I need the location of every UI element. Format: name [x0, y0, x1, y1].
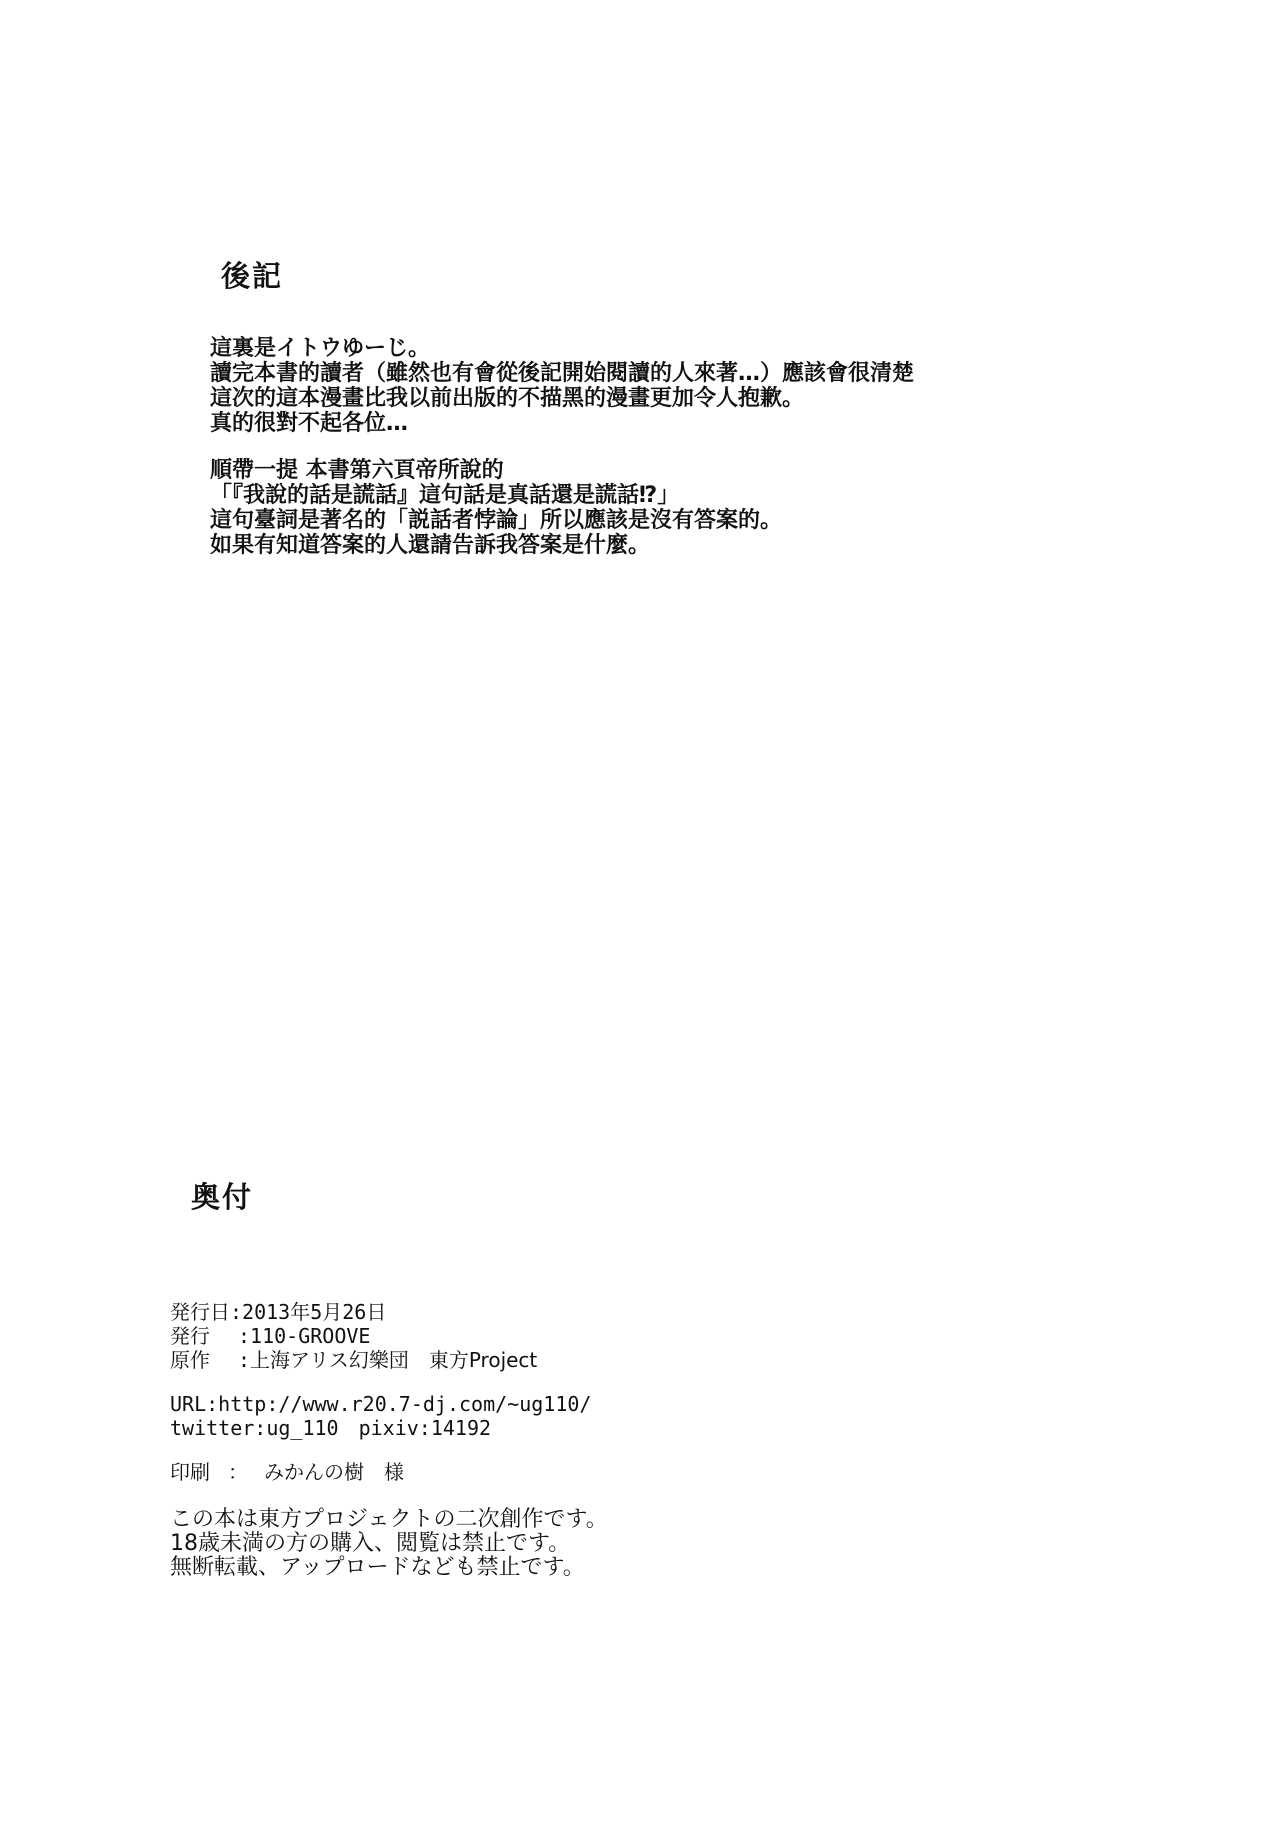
section-gap [170, 1484, 1070, 1508]
afterword-heading: 後記 [221, 259, 284, 293]
afterword-line: 這次的這本漫畫比我以前出版的不描黑的漫畫更加令人抱歉。 [210, 386, 805, 411]
publisher-value: 110-GROOVE [250, 1324, 371, 1348]
sns-line: twitter:ug_110 pixiv:14192 [170, 1416, 492, 1440]
colon: : [238, 1348, 251, 1372]
publish-date-row [170, 1300, 1070, 1324]
colophon-heading: 奥付 [191, 1180, 254, 1214]
printer-label: 印刷 [170, 1460, 210, 1484]
colon: : [230, 1300, 243, 1324]
section-gap [170, 1372, 1070, 1392]
printer-value: みかんの樹 様 [264, 1460, 404, 1484]
publisher-row [170, 1324, 1070, 1348]
original-work-label: 原作 [170, 1348, 210, 1372]
original-work-value: 上海アリス幻樂団 東方Project [250, 1348, 538, 1372]
printer-separator: ： [228, 1460, 248, 1484]
original-work-row [170, 1348, 1070, 1372]
afterword-line: 真的很對不起各位… [210, 411, 409, 436]
publish-date-label: 発行日 [170, 1300, 230, 1324]
url-line: URL:http://www.r20.7-dj.com/~ug110/ [170, 1392, 592, 1416]
afterword-line: 這裏是イトウゆーじ。 [210, 336, 431, 361]
colophon-body [170, 1300, 1070, 1580]
colon: : [238, 1324, 251, 1348]
notice-line: 無断転載、アップロードなども禁止です。 [170, 1555, 585, 1580]
afterword-line: 順帶一提 本書第六頁帝所說的 [210, 458, 504, 483]
notice-line: 18歳未満の方の購入、閲覧は禁止です。 [170, 1531, 571, 1556]
notice-block [170, 1508, 1070, 1580]
section-gap [170, 1440, 1070, 1460]
notice-line: この本は東方プロジェクトの二次創作です。 [170, 1507, 608, 1532]
publish-date-value: 2013年5月26日 [242, 1300, 387, 1324]
publisher-label: 発行 [170, 1324, 210, 1348]
afterword-body [210, 336, 1210, 558]
afterword-line: 讀完本書的讀者（雖然也有會從後記開始閱讀的人來著…）應該會很清楚 [210, 361, 915, 386]
printer-row [170, 1460, 1070, 1484]
afterword-line: 「『我說的話是謊話』這句話是真話還是謊話⁉」 [210, 483, 680, 508]
paragraph-gap [210, 436, 1210, 458]
afterword-line: 這句臺詞是著名的「説話者悖論」所以應該是沒有答案的。 [210, 508, 783, 533]
afterword-line: 如果有知道答案的人還請告訴我答案是什麼。 [210, 533, 651, 558]
